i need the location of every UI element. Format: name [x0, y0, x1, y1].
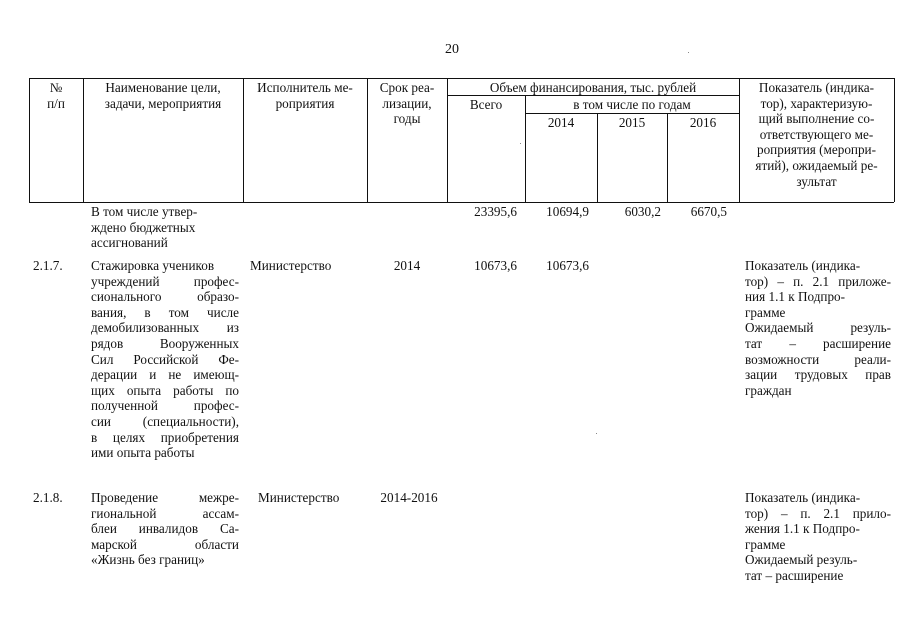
header-year-2016: 2016 [689, 115, 717, 130]
row-217-name-line-9: щих опыта работы по [91, 382, 239, 398]
row-217-indicator-line-5: Ожидаемый резуль- [745, 320, 891, 336]
header-indicator-line-3: щий выполнение со- [758, 111, 875, 127]
header-total: Всего [469, 97, 503, 112]
row-217-indicator-line-4: грамме [745, 304, 786, 320]
header-executor-line-1: Исполнитель ме- [257, 80, 353, 95]
header-by-years: в том числе по годам [573, 97, 691, 112]
row-218-num: 2.1.8. [33, 490, 63, 505]
row-217-name [91, 258, 239, 461]
row-218-term: 2014-2016 [380, 490, 438, 505]
row-approved-name-line-3: ассигнований [91, 235, 168, 251]
row-218-name [91, 490, 239, 568]
row-218-executor: Министерство [258, 490, 340, 505]
row-217-name-line-3: сионального образо- [91, 289, 239, 305]
row-218-name-line-2: гиональной ассам- [91, 505, 239, 521]
row-218-indicator-line-2: тор) – п. 2.1 прило- [745, 505, 891, 521]
row-218-indicator-line-4: грамме [745, 536, 786, 552]
header-num-line-1: № [49, 80, 63, 95]
row-217-name-line-12: в целях приобретения [91, 429, 239, 445]
row-218-indicator [745, 490, 891, 584]
scan-speck [688, 52, 689, 53]
header-term-line-2: лизации, [382, 95, 432, 111]
header-executor [243, 80, 367, 111]
row-217-name-line-11: сии (специальности), [91, 413, 239, 429]
scan-speck [520, 143, 521, 144]
header-indicator [739, 80, 894, 189]
row-approved-2016: 6670,5 [690, 204, 727, 219]
row-approved-2015: 6030,2 [624, 204, 661, 219]
row-217-name-line-4: вания, в том числе [91, 304, 239, 320]
header-name-line-2: задачи, мероприятия [104, 95, 222, 111]
row-217-name-line-2: учреждений профес- [91, 273, 239, 289]
header-bottom-border [29, 202, 894, 203]
header-num [29, 80, 83, 111]
header-num-line-2: п/п [47, 95, 65, 111]
row-217-name-line-8: дерации и не имеющ- [91, 367, 239, 383]
row-218-indicator-line-6: тат – расширение [745, 567, 844, 583]
row-218-name-line-5: «Жизнь без границ» [91, 552, 205, 568]
header-year-2015: 2015 [618, 115, 646, 130]
header-indicator-line-2: тор), характеризую- [760, 95, 873, 111]
header-volume: Объем финансирования, тыс. рублей [489, 80, 697, 95]
row-approved-name-line-1: В том числе утвер- [91, 204, 198, 219]
row-218-name-line-1: Проведение межре- [91, 490, 239, 505]
row-217-indicator-line-8: зации трудовых прав [745, 367, 891, 383]
row-approved-total: 23395,6 [474, 204, 517, 219]
header-name [83, 80, 243, 111]
row-approved-name-line-2: ждено бюджетных [91, 219, 196, 235]
header-term-line-1: Срок реа- [379, 80, 435, 95]
row-217-indicator-line-2: тор) – п. 2.1 приложе- [745, 273, 891, 289]
row-217-term: 2014 [393, 258, 421, 273]
header-name-line-1: Наименование цели, [105, 80, 221, 95]
col-border-9 [894, 78, 895, 202]
row-217-indicator-line-3: ния 1.1 к Подпро- [745, 289, 846, 305]
row-217-num: 2.1.7. [33, 258, 63, 273]
row-217-indicator-line-9: граждан [745, 382, 792, 398]
header-indicator-line-4: ответствующего ме- [759, 126, 874, 142]
row-217-name-line-7: Сил Российской Фе- [91, 351, 239, 367]
header-executor-line-2: роприятия [275, 95, 335, 111]
row-217-indicator [745, 258, 891, 398]
scan-speck [596, 433, 597, 434]
row-218-indicator-line-3: жения 1.1 к Подпро- [745, 521, 860, 537]
row-217-name-line-13: ими опыта работы [91, 445, 195, 461]
row-218-indicator-line-5: Ожидаемый резуль- [745, 552, 858, 568]
row-218-indicator-line-1: Показатель (индика- [745, 490, 861, 505]
header-term [367, 80, 447, 127]
row-217-executor: Министерство [250, 258, 332, 273]
header-year-2014: 2014 [547, 115, 575, 130]
header-indicator-line-5: роприятия (меропри- [756, 142, 877, 158]
row-217-indicator-line-1: Показатель (индика- [745, 258, 861, 273]
header-indicator-line-6: ятий), ожидаемый ре- [755, 157, 878, 173]
row-217-name-line-5: демобилизованных из [91, 320, 239, 336]
row-217-indicator-line-7: возможности реали- [745, 351, 891, 367]
row-217-2014: 10673,6 [546, 258, 589, 273]
row-approved-2014: 10694,9 [546, 204, 589, 219]
row-217-indicator-line-6: тат – расширение [745, 335, 891, 351]
row-218-name-line-4: марской области [91, 536, 239, 552]
page-number: 20 [445, 42, 459, 57]
header-indicator-line-7: зультат [796, 173, 837, 189]
row-approved-name [91, 204, 239, 251]
years-subheader-line [525, 113, 739, 114]
row-217-name-line-1: Стажировка учеников [91, 258, 215, 273]
row-217-name-line-6: рядов Вооруженных [91, 335, 239, 351]
header-term-line-3: годы [393, 111, 421, 127]
row-217-total: 10673,6 [474, 258, 517, 273]
header-indicator-line-1: Показатель (индика- [758, 80, 875, 95]
row-218-name-line-3: блеи инвалидов Са- [91, 521, 239, 537]
row-217-name-line-10: полученной профес- [91, 398, 239, 414]
table-top-border [29, 78, 894, 79]
